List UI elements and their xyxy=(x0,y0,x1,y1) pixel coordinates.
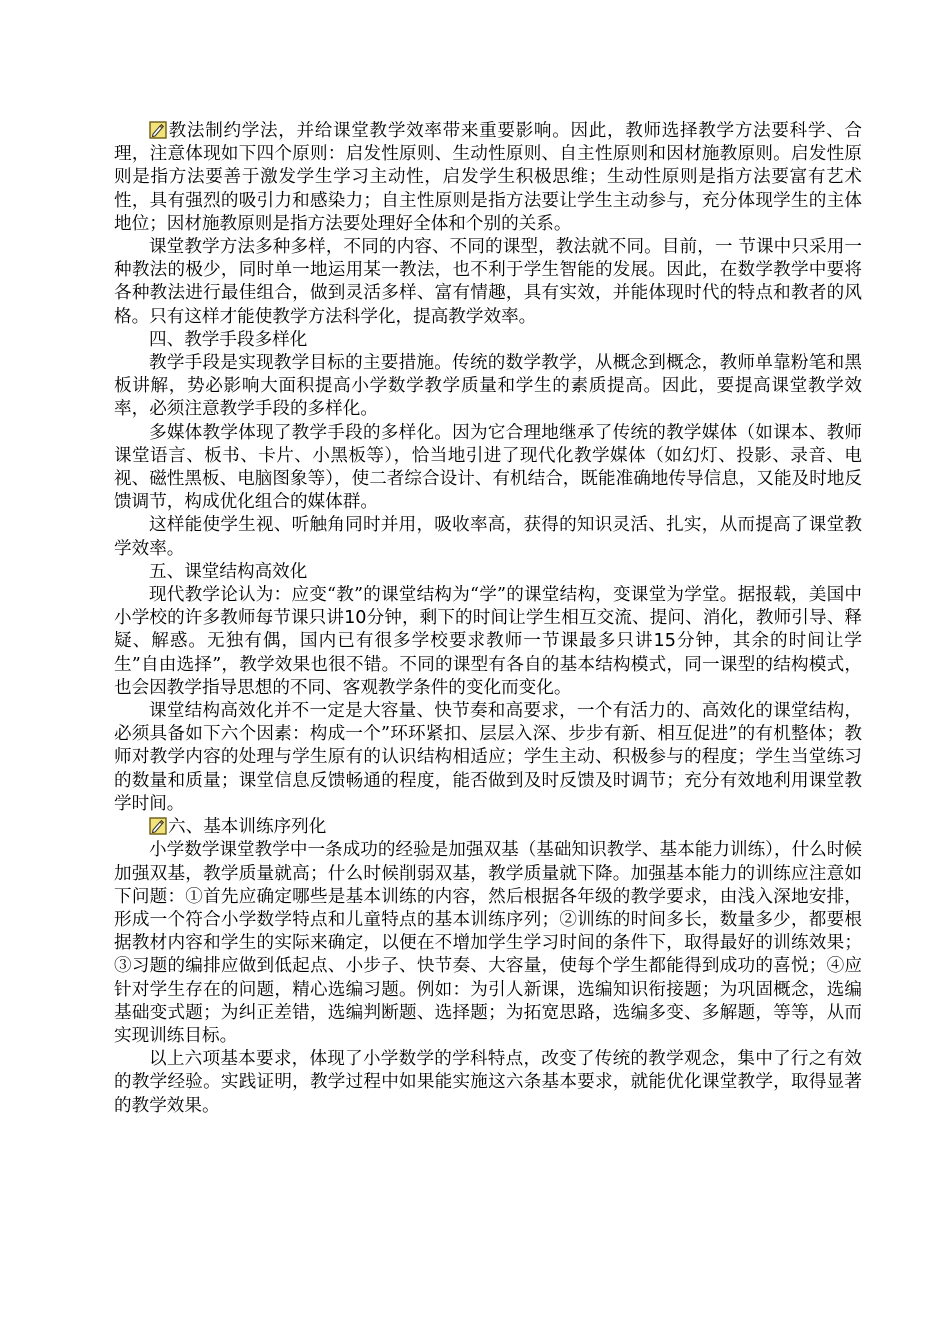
paragraph-basic-training: 小学数学课堂教学中一条成功的经验是加强双基（基础知识教学、基本能力训练），什么时候加强双基，教学质量就高；什么时候削弱双基，教学质量就下降。加强基本能力的训练应注意如下问题：①首先应确定哪些是基本训练的内容，然后根据各年级的教学要求，由浅入深地安排，形成一个符合小学数学特点和儿童特点的基本训练序列；②训练的时间多长，数量多少，都要根据教材内容和学生的实际来确定，以便在不增加学生学习时间的条件下，取得最好的训练效果；③习题的编排应做到低起点、小步子、快节奏、大容量，使每个学生都能得到成功的喜悦；④应针对学生存在的问题，精心选编习题。例如：为引人新课，选编知识衔接题；为巩固概念，选编基础变式题；为纠正差错，选编判断题、选择题；为拓宽思路，选编多变、多解题，等等，从而实现训练目标。 xyxy=(114,840,862,1046)
number-minutes-15: 15 xyxy=(653,631,676,652)
paragraph-senses: 这样能使学生视、听触角同时并用，吸收率高，获得的知识灵活、扎实，从而提高了课堂教学效率。 xyxy=(114,515,862,559)
paragraph-teaching-method-principles xyxy=(114,120,862,236)
paragraph-text-before: 现代教学论认为：应变“教”的课堂结构为“学”的课堂结构，变课堂为学堂。据报载，美国中小学校的许多教师每节课只讲 xyxy=(114,585,862,629)
paragraph-modern-theory xyxy=(114,584,862,700)
section-heading-5: 五、课堂结构高效化 xyxy=(149,561,308,582)
heading-text: 六、基本训练序列化 xyxy=(168,817,327,838)
paragraph-conclusion: 以上六项基本要求，体现了小学数学的学科特点，改变了传统的教学观念，集中了行之有效的教学经验。实践证明，教学过程中如果能实施这六条基本要求，就能优化课堂教学，取得显著的教学效果。 xyxy=(114,1049,862,1116)
paragraph-text-after: 分钟，其余的时间让学生”自由选择”，教学效果也很不错。不同的课型有各自的基本结构模式，同一课型的结构模式，也会因教学指导思想的不同、客观教学条件的变化而变化。 xyxy=(114,631,862,698)
paragraph-multimedia: 多媒体教学体现了教学手段的多样化。因为它合理地继承了传统的教学媒体（如课本、教师课堂语言、板书、卡片、小黑板等），恰当地引进了现代化教学媒体（如幻灯、投影、录音、电视、磁性黑板、电脑图象等），使二者综合设计、有机结合，既能准确地传导信息，又能及时地反馈调节，构成优化组合的媒体群。 xyxy=(114,422,862,513)
document-body xyxy=(114,120,862,1118)
paragraph-teaching-means: 教学手段是实现教学目标的主要措施。传统的数学教学，从概念到概念，教师单靠粉笔和黑板讲解，势必影响大面积提高小学数学教学质量和学生的素质提高。因此，要提高课堂教学效率，必须注意教学手段的多样化。 xyxy=(114,353,862,420)
section-heading-4: 四、教学手段多样化 xyxy=(149,329,308,350)
paragraph-text: 教法制约学法，并给课堂教学效率带来重要影响。因此，教师选择教学方法要科学、合理，注意体现如下四个原则：启发性原则、生动性原则、自主性原则和因材施教原则。启发性原则是指方法要善于激发学生学习主动性，启发学生积极思维；生动性原则是指方法要富有艺术性，具有强烈的吸引力和感染力；自主性原则是指方法要让学生主动参与，充分体现学生的主体地位；因材施教原则是指方法要处理好全体和个别的关系。 xyxy=(114,121,862,234)
section-heading-6 xyxy=(114,816,862,839)
note-icon xyxy=(149,121,167,139)
note-icon xyxy=(149,817,167,835)
number-minutes-10: 10 xyxy=(344,608,367,629)
paragraph-method-combination: 课堂教学方法多种多样，不同的内容、不同的课型，教法就不同。目前，一 节课中只采用一种教法的极少，同时单一地运用某一教法，也不利于学生智能的发展。因此，在数学教学中要将各种教法进行最佳组合，做到灵活多样、富有情趣，具有实效，并能体现时代的特点和教者的风格。只有这样才能使教学方法科学化，提高教学效率。 xyxy=(114,237,862,327)
paragraph-text-middle: 分钟，剩下的时间让学生相互交流、提问、消化，教师引导、释疑、解惑。无独有偶，国内已有很多学校要求教师一节课最多只讲 xyxy=(114,608,862,652)
paragraph-six-factors: 课堂结构高效化并不一定是大容量、快节奏和高要求，一个有活力的、高效化的课堂结构，必须具备如下六个因素：构成一个”环环紧扣、层层入深、步步有新、相互促进”的有机整体；教师对教学内容的处理与学生原有的认识结构相适应；学生主动、积极参与的程度；学生当堂练习的数量和质量；课堂信息反馈畅通的程度，能否做到及时反馈及时调节；充分有效地利用课堂教学时间。 xyxy=(114,701,862,814)
